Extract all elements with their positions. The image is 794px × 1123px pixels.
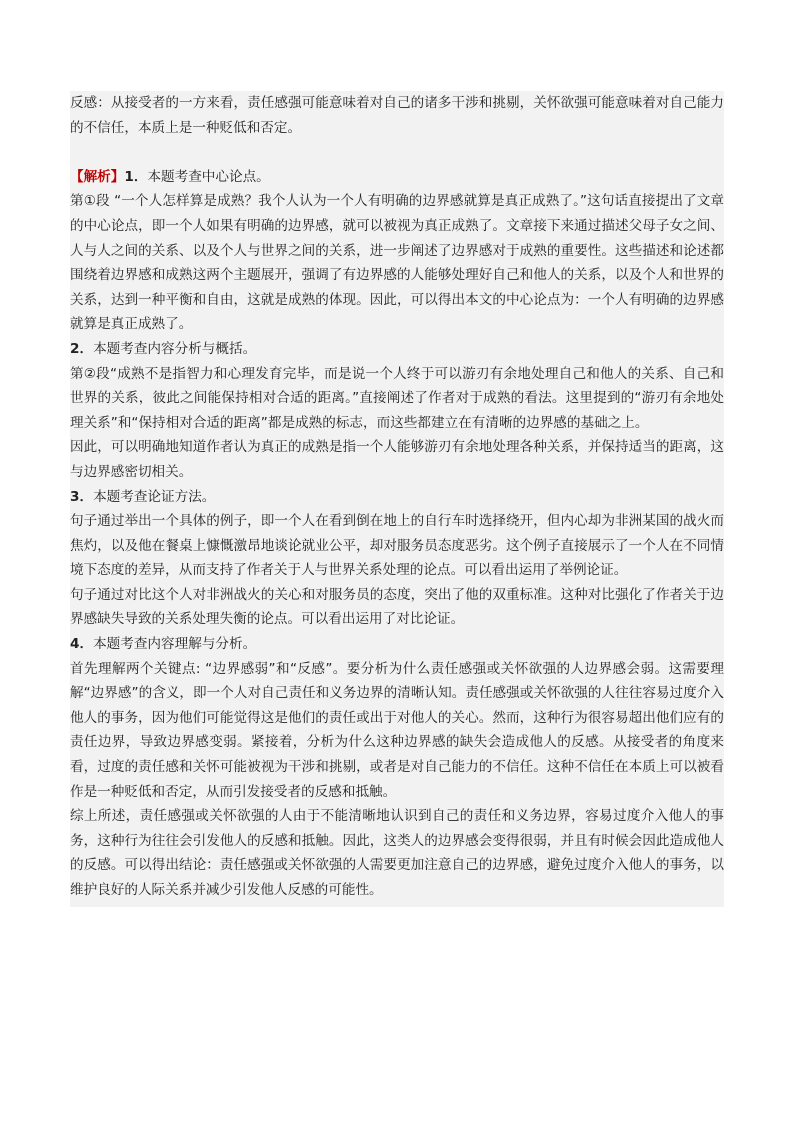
q1-heading <box>70 165 724 190</box>
q3-number: 3． <box>70 488 94 505</box>
q2-title: 本题考查内容分析与概括。 <box>93 340 257 357</box>
q3-body-1: 句子通过举出一个具体的例子，即一个人在看到倒在地上的自行车时选择绕开，但内心却为非洲某国的战火而焦灼，以及他在餐桌上慷慨激昂地谈论就业公平，却对服务员态度恶劣。这个例子直接展示了一个人在不同情境下态度的差异，从而支持了作者关于人与世界关系处理的论点。可以看出运用了举例论证。 <box>70 513 724 579</box>
blank-line <box>70 140 724 165</box>
q4-title: 本题考查内容理解与分析。 <box>93 636 257 653</box>
q3-body-2: 句子通过对比这个人对非洲战火的关心和对服务员的态度，突出了他的双重标准。这种对比强化了作者关于边界感缺失导致的关系处理失衡的论点。可以看出运用了对比论证。 <box>70 586 724 628</box>
q3-heading <box>70 485 724 510</box>
q2-number: 2． <box>70 340 94 357</box>
q4-number: 4． <box>70 636 94 653</box>
intro-paragraph: 反感：从接受者的一方来看，责任感强可能意味着对自己的诸多干涉和挑剔，关怀欲强可能意味着对自己能力的不信任，本质上是一种贬低和否定。 <box>70 95 724 136</box>
q2-heading <box>70 337 724 362</box>
q4-heading <box>70 632 724 657</box>
q2-body-2: 因此，可以明确地知道作者认为真正的成熟是指一个人能够游刃有余地处理各种关系，并保持适当的距离，这与边界感密切相关。 <box>70 439 724 480</box>
q4-body-2: 综上所述，责任感强或关怀欲强的人由于不能清晰地认识到自己的责任和义务边界，容易过度介入他人的事务，这种行为往往会引发他人的反感和抵触。因此，这类人的边界感会变得很弱，并且有时候会因此造成他人的反感。可以得出结论：责任感强或关怀欲强的人需要更加注意自己的边界感，避免过度介入他人的事务，以维护良好的人际关系并减少引发他人反感的可能性。 <box>70 808 724 898</box>
q1-title: 本题考查中心论点。 <box>147 168 270 185</box>
q4-body-1: 首先理解两个关键点: “边界感弱”和“反感”。要分析为什么责任感强或关怀欲强的人边界感会弱。这需要理解“边界感”的含义，即一个人对自己责任和义务边界的清晰认知。责任感强或关怀欲强的人往往容易过度介入他人的事务，因为他们可能觉得这是他们的责任或出于对他人的关心。然而，这种行为很容易超出他们应有的责任边界，导致边界感变弱。紧接着，分析为什么这种边界感的缺失会造成他人的反感。从接受者的角度来看，过度的责任感和关怀可能被视为干涉和挑剔，或者是对自己能力的不信任。这种不信任在本质上可以被看作是一种贬低和否定，从而引发接受者的反感和抵触。 <box>70 660 724 800</box>
analysis-tag: 【解析】 <box>70 168 125 185</box>
document-body <box>70 91 724 907</box>
q3-title: 本题考查论证方法。 <box>93 488 216 505</box>
q1-body: 第①段 “一个人怎样算是成熟？我个人认为一个人有明确的边界感就算是真正成熟了。”这句话直接提出了文章的中心论点，即一个人如果有明确的边界感，就可以被视为真正成熟了。文章接下来通过描述父母子女之间、人与人之间的关系、以及个人与世界之间的关系，进一步阐述了边界感对于成熟的重要性。这些描述和论述都围绕着边界感和成熟这两个主题展开，强调了有边界感的人能够处理好自己和他人的关系，以及个人和世界的关系，达到一种平衡和自由，这就是成熟的体现。因此，可以得出本文的中心论点为：一个人有明确的边界感就算是真正成熟了。 <box>70 193 724 333</box>
q1-number: 1． <box>124 168 148 185</box>
q2-body-1: 第②段“成熟不是指智力和心理发育完毕，而是说一个人终于可以游刃有余地处理自己和他人的关系、自己和世界的关系，彼此之间能保持相对合适的距离。”直接阐述了作者对于成熟的看法。这里提到的“游刃有余地处理关系”和“保持相对合适的距离”都是成熟的标志，而这些都建立在有清晰的边界感的基础之上。 <box>70 365 724 431</box>
